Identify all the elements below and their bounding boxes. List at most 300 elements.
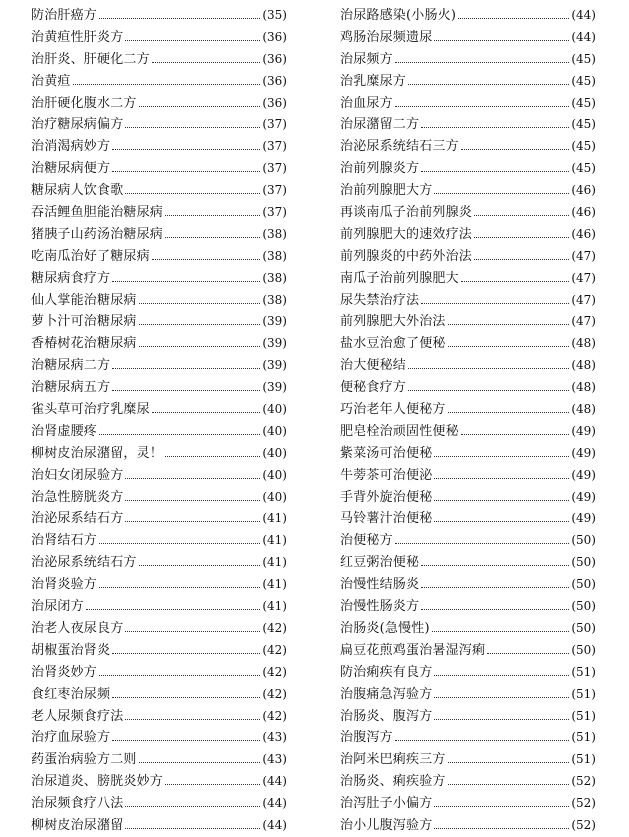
toc-entry-page-number: (37) <box>262 183 287 198</box>
toc-entry <box>31 618 287 640</box>
toc-entry-title: 治尿闭方 <box>31 599 84 615</box>
dot-leader <box>139 106 261 107</box>
toc-entry-title: 治慢性结肠炎 <box>340 577 420 593</box>
toc-entry <box>31 749 287 771</box>
toc-entry-title: 防治痢疾有良方 <box>340 664 433 680</box>
toc-entry <box>340 136 596 158</box>
dot-leader <box>434 500 569 501</box>
toc-entry <box>31 290 287 312</box>
toc-entry-title: 红豆粥治便秘 <box>340 555 420 571</box>
toc-entry-page-number: (49) <box>571 445 596 460</box>
toc-entry <box>340 180 596 202</box>
toc-entry-title: 治泻肚子小偏方 <box>340 796 433 812</box>
toc-entry <box>340 793 596 815</box>
toc-entry-title: 治妇女闭尿验方 <box>31 467 124 483</box>
dot-leader <box>125 521 260 522</box>
toc-entry-title: 治腹痛急泻验方 <box>340 686 433 702</box>
toc-entry <box>340 727 596 749</box>
toc-entry-title: 药蛋治病验方二则 <box>31 752 137 768</box>
dot-leader <box>434 478 569 479</box>
dot-leader <box>434 828 569 829</box>
toc-entry-page-number: (48) <box>571 358 596 373</box>
toc-entry-title: 鸡肠治尿频遗尿 <box>340 29 433 45</box>
dot-leader <box>165 784 260 785</box>
toc-entry-page-number: (42) <box>262 708 287 723</box>
toc-entry-title: 治肾炎妙方 <box>31 664 98 680</box>
toc-entry-title: 尿失禁治疗法 <box>340 292 420 308</box>
toc-entry-page-number: (45) <box>571 161 596 176</box>
toc-entry <box>31 114 287 136</box>
toc-entry <box>340 706 596 728</box>
toc-entry-title: 治急性膀胱炎方 <box>31 489 124 505</box>
dot-leader <box>421 565 569 566</box>
toc-entry-title: 治肠炎(急慢性) <box>340 620 430 636</box>
toc-entry-title: 治前列腺肥大方 <box>340 183 433 199</box>
toc-entry-title: 糖尿病食疗方 <box>31 270 111 286</box>
toc-entry-title: 再谈南瓜子治前列腺炎 <box>340 205 473 221</box>
dot-leader <box>99 543 260 544</box>
toc-entry <box>340 158 596 180</box>
toc-entry-page-number: (42) <box>262 642 287 657</box>
toc-entry-title: 防治肝癌方 <box>31 8 98 23</box>
toc-entry-page-number: (42) <box>262 664 287 679</box>
dot-leader <box>395 62 570 63</box>
toc-entry-title: 治疗糖尿病偏方 <box>31 117 124 133</box>
dot-leader <box>408 84 569 85</box>
toc-entry-title: 治大便秘结 <box>340 358 407 374</box>
toc-entry-title: 柳树皮治尿潴留 <box>31 817 124 833</box>
toc-entry <box>340 311 596 333</box>
dot-leader <box>408 368 569 369</box>
toc-entry-page-number: (36) <box>262 51 287 66</box>
toc-entry-title: 治疗血尿验方 <box>31 730 111 746</box>
toc-entry-title: 治慢性肠炎方 <box>340 599 420 615</box>
dot-leader <box>112 149 260 150</box>
toc-entry <box>31 706 287 728</box>
toc-entry-page-number: (39) <box>262 336 287 351</box>
toc-entry-title: 治肝炎、肝硬化二方 <box>31 51 150 67</box>
dot-leader <box>99 587 260 588</box>
toc-entry-title: 手背外旋治便秘 <box>340 489 433 505</box>
toc-entry-page-number: (50) <box>571 533 596 548</box>
toc-entry-page-number: (37) <box>262 161 287 176</box>
dot-leader <box>152 412 261 413</box>
toc-entry <box>31 71 287 93</box>
toc-entry <box>31 224 287 246</box>
toc-entry <box>340 530 596 552</box>
dot-leader <box>474 215 569 216</box>
toc-entry <box>31 574 287 596</box>
toc-entry-title: 扁豆花煎鸡蛋治暑湿泻痢 <box>340 642 486 658</box>
toc-entry-title: 治肠炎、痢疾验方 <box>340 774 446 790</box>
dot-leader <box>73 84 261 85</box>
toc-entry <box>340 71 596 93</box>
dot-leader <box>487 653 569 654</box>
toc-entry-page-number: (51) <box>571 752 596 767</box>
dot-leader <box>448 784 570 785</box>
toc-entry <box>31 93 287 115</box>
toc-entry <box>340 465 596 487</box>
toc-entry <box>340 355 596 377</box>
toc-entry <box>31 333 287 355</box>
dot-leader <box>125 478 260 479</box>
toc-entry-page-number: (41) <box>262 533 287 548</box>
toc-entry-page-number: (43) <box>262 730 287 745</box>
toc-entry-page-number: (43) <box>262 752 287 767</box>
toc-entry-title: 治前列腺炎方 <box>340 161 420 177</box>
dot-leader <box>125 500 260 501</box>
toc-entry-page-number: (39) <box>262 358 287 373</box>
toc-entry <box>340 5 596 27</box>
toc-entry-page-number: (39) <box>262 314 287 329</box>
toc-entry-page-number: (44) <box>571 8 596 22</box>
toc-entry <box>31 465 287 487</box>
toc-entry <box>31 552 287 574</box>
toc-entry-title: 治尿道炎、膀胱炎妙方 <box>31 774 164 790</box>
toc-entry-page-number: (37) <box>262 117 287 132</box>
toc-entry-title: 治泌尿系统结石三方 <box>340 139 459 155</box>
toc-entry-title: 柳树皮治尿潴留，灵！ <box>31 445 164 461</box>
dot-leader <box>139 324 261 325</box>
toc-entry-title: 治糖尿病五方 <box>31 380 111 396</box>
toc-entry <box>31 793 287 815</box>
toc-entry <box>340 246 596 268</box>
dot-leader <box>434 806 569 807</box>
toc-entry-title: 治糖尿病便方 <box>31 161 111 177</box>
toc-entry-title: 老人尿频食疗法 <box>31 708 124 724</box>
toc-entry-page-number: (49) <box>571 467 596 482</box>
toc-entry-page-number: (41) <box>262 511 287 526</box>
toc-entry-page-number: (35) <box>262 8 287 22</box>
toc-entry <box>31 158 287 180</box>
toc-entry-page-number: (50) <box>571 577 596 592</box>
toc-entry-page-number: (51) <box>571 730 596 745</box>
toc-entry-page-number: (38) <box>262 292 287 307</box>
toc-entry-page-number: (36) <box>262 73 287 88</box>
dot-leader <box>395 106 570 107</box>
dot-leader <box>461 434 570 435</box>
toc-left-column <box>31 5 287 837</box>
toc-entry-page-number: (46) <box>571 205 596 220</box>
dot-leader <box>152 259 261 260</box>
toc-entry-title: 盐水豆治愈了便秘 <box>340 336 446 352</box>
dot-leader <box>448 346 570 347</box>
toc-entry-page-number: (47) <box>571 270 596 285</box>
toc-entry-page-number: (37) <box>262 205 287 220</box>
dot-leader <box>434 40 569 41</box>
toc-entry-page-number: (46) <box>571 183 596 198</box>
dot-leader <box>421 127 569 128</box>
toc-entry-title: 仙人掌能治糖尿病 <box>31 292 137 308</box>
toc-entry <box>340 749 596 771</box>
toc-entry <box>340 290 596 312</box>
toc-entry-page-number: (41) <box>262 577 287 592</box>
toc-entry <box>31 355 287 377</box>
dot-leader <box>421 609 569 610</box>
toc-entry <box>31 246 287 268</box>
dot-leader <box>99 18 260 19</box>
toc-entry <box>340 662 596 684</box>
toc-entry-title: 治泌尿系统结石方 <box>31 555 137 571</box>
dot-leader <box>421 171 569 172</box>
toc-entry-page-number: (42) <box>262 620 287 635</box>
toc-entry <box>340 552 596 574</box>
toc-entry <box>31 684 287 706</box>
dot-leader <box>125 40 260 41</box>
toc-entry-page-number: (49) <box>571 423 596 438</box>
toc-entry <box>31 27 287 49</box>
toc-entry-title: 前列腺肥大外治法 <box>340 314 446 330</box>
toc-entry-page-number: (45) <box>571 117 596 132</box>
toc-entry-title: 治乳糜尿方 <box>340 73 407 89</box>
toc-entry-page-number: (52) <box>571 817 596 832</box>
toc-entry <box>31 530 287 552</box>
dot-leader <box>125 127 260 128</box>
dot-leader <box>112 281 260 282</box>
toc-entry-page-number: (50) <box>571 642 596 657</box>
dot-leader <box>432 631 570 632</box>
toc-entry <box>31 49 287 71</box>
toc-entry-page-number: (39) <box>262 380 287 395</box>
dot-leader <box>434 193 569 194</box>
toc-entry <box>340 224 596 246</box>
toc-entry-title: 萝卜汁可治糖尿病 <box>31 314 137 330</box>
toc-entry-title: 治尿频方 <box>340 51 393 67</box>
toc-entry-title: 治尿频食疗八法 <box>31 796 124 812</box>
toc-entry-page-number: (36) <box>262 95 287 110</box>
dot-leader <box>112 368 260 369</box>
toc-entry-title: 吃南瓜治好了糖尿病 <box>31 248 150 264</box>
toc-entry-page-number: (50) <box>571 555 596 570</box>
toc-entry-page-number: (51) <box>571 664 596 679</box>
toc-entry-title: 治阿米巴痢疾三方 <box>340 752 446 768</box>
toc-entry-title: 南瓜子治前列腺肥大 <box>340 270 459 286</box>
toc-entry <box>340 640 596 662</box>
toc-entry-page-number: (44) <box>262 774 287 789</box>
toc-entry <box>340 421 596 443</box>
toc-entry-title: 吞活鲤鱼胆能治糖尿病 <box>31 205 164 221</box>
dot-leader <box>125 631 260 632</box>
toc-entry <box>340 377 596 399</box>
toc-entry-page-number: (48) <box>571 336 596 351</box>
toc-entry-title: 糖尿病人饮食歌 <box>31 183 124 199</box>
toc-entry-page-number: (42) <box>262 686 287 701</box>
dot-leader <box>112 697 260 698</box>
toc-right-column <box>340 5 596 837</box>
toc-entry-page-number: (37) <box>262 139 287 154</box>
dot-leader <box>139 565 261 566</box>
dot-leader <box>421 303 569 304</box>
dot-leader <box>461 149 570 150</box>
toc-entry-title: 香椿树花治糖尿病 <box>31 336 137 352</box>
toc-entry <box>31 377 287 399</box>
toc-entry-title: 巧治老年人便秘方 <box>340 402 446 418</box>
toc-entry-page-number: (45) <box>571 139 596 154</box>
toc-entry-title: 治便秘方 <box>340 533 393 549</box>
toc-entry <box>31 421 287 443</box>
toc-entry-page-number: (47) <box>571 248 596 263</box>
dot-leader <box>112 740 260 741</box>
toc-entry <box>31 202 287 224</box>
toc-entry-title: 雀头草可治疗乳糜尿 <box>31 402 150 418</box>
dot-leader <box>434 697 569 698</box>
dot-leader <box>434 456 569 457</box>
dot-leader <box>461 281 570 282</box>
toc-entry <box>31 596 287 618</box>
toc-entry-title: 马铃薯汁治便秘 <box>340 511 433 527</box>
toc-entry-title: 治糖尿病二方 <box>31 358 111 374</box>
toc-entry <box>340 399 596 421</box>
toc-entry-title: 治肾虚腰疼 <box>31 423 98 439</box>
toc-entry-title: 治肾结石方 <box>31 533 98 549</box>
toc-entry <box>31 443 287 465</box>
toc-entry-title: 前列腺肥大的速效疗法 <box>340 226 473 242</box>
toc-entry-page-number: (51) <box>571 708 596 723</box>
toc-entry-title: 胡椒蛋治肾炎 <box>31 642 111 658</box>
toc-entry-page-number: (47) <box>571 292 596 307</box>
dot-leader <box>458 18 569 19</box>
toc-entry <box>31 662 287 684</box>
toc-entry-title: 治黄疸 <box>31 73 71 89</box>
toc-entry-page-number: (41) <box>262 599 287 614</box>
toc-entry-title: 治肝硬化腹水二方 <box>31 95 137 111</box>
dot-leader <box>165 456 260 457</box>
dot-leader <box>112 653 260 654</box>
toc-entry <box>340 618 596 640</box>
toc-entry <box>31 815 287 837</box>
dot-leader <box>448 412 570 413</box>
toc-entry <box>340 114 596 136</box>
dot-leader <box>125 719 260 720</box>
toc-entry-page-number: (49) <box>571 511 596 526</box>
toc-entry <box>31 727 287 749</box>
toc-entry-page-number: (40) <box>262 445 287 460</box>
toc-entry-title: 治黄疸性肝炎方 <box>31 29 124 45</box>
toc-entry <box>340 443 596 465</box>
dot-leader <box>395 740 570 741</box>
toc-entry <box>31 268 287 290</box>
dot-leader <box>165 215 260 216</box>
dot-leader <box>448 324 570 325</box>
toc-entry <box>31 399 287 421</box>
dot-leader <box>99 675 260 676</box>
toc-entry <box>340 487 596 509</box>
toc-entry <box>340 574 596 596</box>
toc-entry-page-number: (44) <box>571 29 596 44</box>
toc-entry-title: 治尿潴留二方 <box>340 117 420 133</box>
toc-entry <box>31 180 287 202</box>
toc-entry-page-number: (40) <box>262 423 287 438</box>
toc-entry-page-number: (52) <box>571 774 596 789</box>
dot-leader <box>99 434 260 435</box>
toc-entry-title: 治小儿腹泻验方 <box>340 817 433 833</box>
toc-entry <box>340 508 596 530</box>
toc-entry <box>340 49 596 71</box>
toc-entry <box>340 771 596 793</box>
toc-entry <box>31 771 287 793</box>
toc-entry <box>340 202 596 224</box>
dot-leader <box>165 237 260 238</box>
dot-leader <box>474 237 569 238</box>
dot-leader <box>408 390 569 391</box>
toc-entry <box>340 93 596 115</box>
toc-entry-page-number: (48) <box>571 380 596 395</box>
toc-entry-page-number: (44) <box>262 817 287 832</box>
toc-entry <box>31 640 287 662</box>
toc-entry-page-number: (48) <box>571 402 596 417</box>
dot-leader <box>139 346 261 347</box>
toc-entry <box>340 596 596 618</box>
toc-entry-title: 紫菜汤可治便秘 <box>340 445 433 461</box>
toc-entry-page-number: (44) <box>262 796 287 811</box>
toc-entry <box>31 136 287 158</box>
dot-leader <box>434 719 569 720</box>
toc-entry-page-number: (50) <box>571 599 596 614</box>
dot-leader <box>421 587 569 588</box>
dot-leader <box>395 543 570 544</box>
toc-entry-page-number: (46) <box>571 226 596 241</box>
toc-entry <box>31 487 287 509</box>
toc-entry-title: 治尿路感染(小肠火) <box>340 8 457 23</box>
toc-entry-page-number: (40) <box>262 467 287 482</box>
toc-entry-title: 治消渴病妙方 <box>31 139 111 155</box>
toc-entry-page-number: (49) <box>571 489 596 504</box>
toc-entry-page-number: (36) <box>262 29 287 44</box>
toc-entry-title: 治泌尿系结石方 <box>31 511 124 527</box>
dot-leader <box>125 806 260 807</box>
toc-entry <box>31 508 287 530</box>
toc-entry-title: 牛蒡茶可治便泌 <box>340 467 433 483</box>
dot-leader <box>139 762 261 763</box>
toc-entry-page-number: (41) <box>262 555 287 570</box>
toc-entry <box>340 333 596 355</box>
toc-entry <box>31 311 287 333</box>
dot-leader <box>112 390 260 391</box>
toc-entry-title: 治血尿方 <box>340 95 393 111</box>
toc-entry-page-number: (38) <box>262 226 287 241</box>
toc-entry-page-number: (40) <box>262 402 287 417</box>
toc-entry-page-number: (50) <box>571 620 596 635</box>
toc-entry-page-number: (38) <box>262 248 287 263</box>
toc-entry-page-number: (47) <box>571 314 596 329</box>
toc-entry-title: 治老人夜尿良方 <box>31 620 124 636</box>
dot-leader <box>434 521 569 522</box>
dot-leader <box>139 303 261 304</box>
dot-leader <box>152 62 261 63</box>
dot-leader <box>434 675 569 676</box>
toc-entry-title: 治肠炎、腹泻方 <box>340 708 433 724</box>
toc-entry <box>340 268 596 290</box>
dot-leader <box>125 193 260 194</box>
toc-entry-title: 治腹泻方 <box>340 730 393 746</box>
toc-entry-page-number: (51) <box>571 686 596 701</box>
toc-entry-page-number: (45) <box>571 73 596 88</box>
toc-entry <box>340 684 596 706</box>
toc-entry-title: 便秘食疗方 <box>340 380 407 396</box>
dot-leader <box>86 609 261 610</box>
toc-entry-title: 食红枣治尿频 <box>31 686 111 702</box>
toc-entry-title: 猪胰子山药汤治糖尿病 <box>31 226 164 242</box>
toc-entry-page-number: (52) <box>571 796 596 811</box>
toc-entry-page-number: (40) <box>262 489 287 504</box>
dot-leader <box>112 171 260 172</box>
toc-entry-page-number: (45) <box>571 51 596 66</box>
toc-entry-title: 前列腺炎的中药外治法 <box>340 248 473 264</box>
toc-entry-page-number: (45) <box>571 95 596 110</box>
dot-leader <box>474 259 569 260</box>
toc-entry <box>340 815 596 837</box>
dot-leader <box>125 828 260 829</box>
